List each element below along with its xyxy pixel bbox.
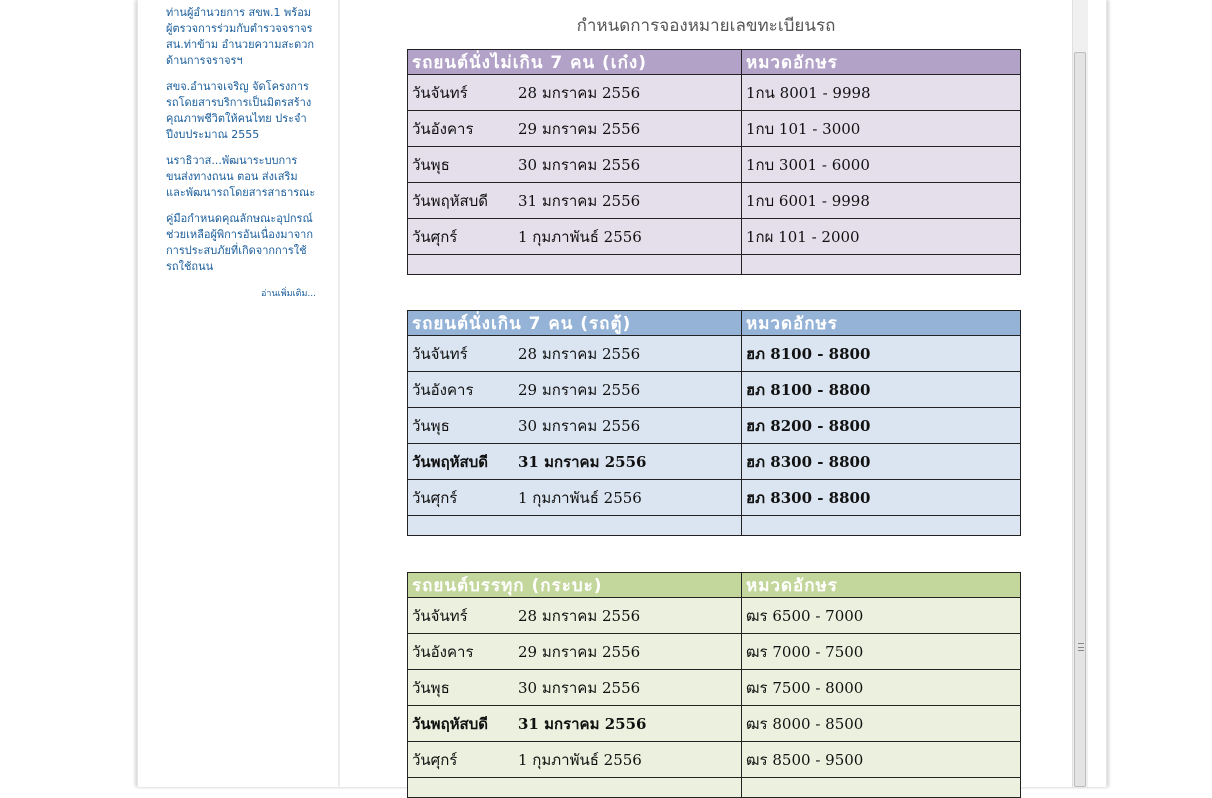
date-text: 31 มกราคม 2556 [518,191,641,210]
table-row [408,597,1020,633]
day-name: วันศุกร์ [412,227,458,246]
date-text: 31 มกราคม 2556 [518,452,647,471]
empty-cell [408,516,742,535]
date-text: 28 มกราคม 2556 [518,83,641,102]
date-cell [408,742,742,777]
plate-range-cell: 1กผ 101 - 2000 [746,227,860,246]
date-text: 1 กุมภาพันธ์ 2556 [518,227,642,246]
grip-icon [1078,643,1084,651]
date-text: 30 มกราคม 2556 [518,416,641,435]
main-content [340,0,1072,787]
day-name: วันพุธ [412,416,450,435]
vehicle-type-header: รถยนต์นั่งไม่เกิน 7 คน (เก๋ง) [408,50,742,74]
date-cell [408,336,742,371]
empty-cell [408,778,742,797]
day-name: วันพุธ [412,678,450,697]
plate-range-cell: 1กบ 3001 - 6000 [746,155,870,174]
vehicle-type-header: รถยนต์บรรทุก (กระบะ) [408,573,742,597]
vehicle-type-header: รถยนต์นั่งเกิน 7 คน (รถตู้) [408,311,742,335]
date-cell [408,670,742,705]
plate-range-cell: 1กบ 101 - 3000 [746,119,861,138]
date-text: 29 มกราคม 2556 [518,380,641,399]
day-name: วันศุกร์ [412,488,458,507]
day-name: วันจันทร์ [412,606,468,625]
van-schedule-table [407,310,1021,536]
table-row [408,741,1020,777]
table-row [408,218,1020,254]
table-row [408,705,1020,741]
letter-category-header: หมวดอักษร [742,311,1020,335]
plate-range-cell: ฮภ 8200 - 8800 [746,416,871,435]
date-text: 30 มกราคม 2556 [518,155,641,174]
day-name: วันพฤหัสบดี [412,714,488,733]
empty-cell [742,516,1020,535]
date-text: 29 มกราคม 2556 [518,119,641,138]
table-row [408,110,1020,146]
plate-range-cell: ฮภ 8100 - 8800 [746,380,871,399]
sedan-schedule-table [407,49,1021,275]
date-cell [408,598,742,633]
empty-cell [742,255,1020,274]
day-name: วันจันทร์ [412,344,468,363]
empty-cell [408,255,742,274]
table-header [408,573,1020,597]
table-row [408,443,1020,479]
table-row [408,633,1020,669]
letter-category-header: หมวดอักษร [742,573,1020,597]
date-cell [408,75,742,110]
empty-table-row [408,777,1020,797]
scrollbar-thumb[interactable] [1074,52,1086,787]
date-text: 30 มกราคม 2556 [518,678,641,697]
pickup-schedule-table [407,572,1021,798]
date-cell [408,444,742,479]
table-row [408,74,1020,110]
plate-range-cell: 1กบ 6001 - 9998 [746,191,870,210]
date-text: 1 กุมภาพันธ์ 2556 [518,488,642,507]
vertical-scrollbar[interactable] [1072,0,1088,787]
day-name: วันพุธ [412,155,450,174]
table-row [408,182,1020,218]
plate-range-cell: ฒร 7500 - 8000 [746,678,864,697]
date-text: 1 กุมภาพันธ์ 2556 [518,750,642,769]
date-cell [408,219,742,254]
plate-range-cell: ฮภ 8300 - 8800 [746,452,871,471]
sidebar-link-news-1[interactable]: ท่านผู้อำนวยการ สขพ.1 พร้อม ผู้ตรวจการร่วมกับตำรวจจราจร สน.ท่าข้าม อำนวยความสะดวกด้านการจราจรฯ [166,6,315,67]
date-text: 28 มกราคม 2556 [518,344,641,363]
date-cell [408,706,742,741]
plate-range-cell: 1กน 8001 - 9998 [746,83,871,102]
letter-category-header: หมวดอักษร [742,50,1020,74]
read-more-link[interactable]: อ่านเพิ่มเติม... [261,289,316,299]
sidebar [138,0,338,787]
page-frame [137,0,1107,787]
sidebar-link-news-2[interactable]: สขจ.อำนาจเจริญ จัดโครงการรถโดยสารบริการเป็นมิตรสร้างคุณภาพชีวิตให้คนไทย ประจำปีงบประมาณ 2555 [166,80,312,141]
date-text: 28 มกราคม 2556 [518,606,641,625]
day-name: วันจันทร์ [412,83,468,102]
table-row [408,146,1020,182]
date-cell [408,408,742,443]
plate-range-cell: ฒร 8000 - 8500 [746,714,864,733]
day-name: วันอังคาร [412,642,474,661]
table-row [408,669,1020,705]
table-row [408,371,1020,407]
date-text: 29 มกราคม 2556 [518,642,641,661]
sidebar-link-news-4[interactable]: คู่มือกำหนดคุณลักษณะอุปกรณ์ช่วยเหลือผู้พิการอันเนื่องมาจากการประสบภัยที่เกิดจากการใช้รถใช้ถนน [166,212,313,273]
date-cell [408,480,742,515]
date-cell [408,183,742,218]
date-cell [408,147,742,182]
empty-cell [742,778,1020,797]
date-text: 31 มกราคม 2556 [518,714,647,733]
plate-range-cell: ฮภ 8100 - 8800 [746,344,871,363]
table-row [408,407,1020,443]
sidebar-link-news-3[interactable]: นราธิวาส...พัฒนาระบบการขนส่งทางถนน ตอน ส่งเสริม และพัฒนารถโดยสารสาธารณะ [166,154,316,199]
table-row [408,335,1020,371]
day-name: วันพฤหัสบดี [412,452,488,471]
table-header [408,311,1020,335]
date-cell [408,111,742,146]
day-name: วันอังคาร [412,119,474,138]
empty-table-row [408,515,1020,535]
plate-range-cell: ฒร 6500 - 7000 [746,606,864,625]
empty-table-row [408,254,1020,274]
page-title: กำหนดการจองหมายเลขทะเบียนรถ [576,16,836,36]
table-row [408,479,1020,515]
plate-range-cell: ฮภ 8300 - 8800 [746,488,871,507]
table-header [408,50,1020,74]
day-name: วันอังคาร [412,380,474,399]
date-cell [408,372,742,407]
plate-range-cell: ฒร 8500 - 9500 [746,750,864,769]
day-name: วันศุกร์ [412,750,458,769]
plate-range-cell: ฒร 7000 - 7500 [746,642,864,661]
day-name: วันพฤหัสบดี [412,191,488,210]
date-cell [408,634,742,669]
